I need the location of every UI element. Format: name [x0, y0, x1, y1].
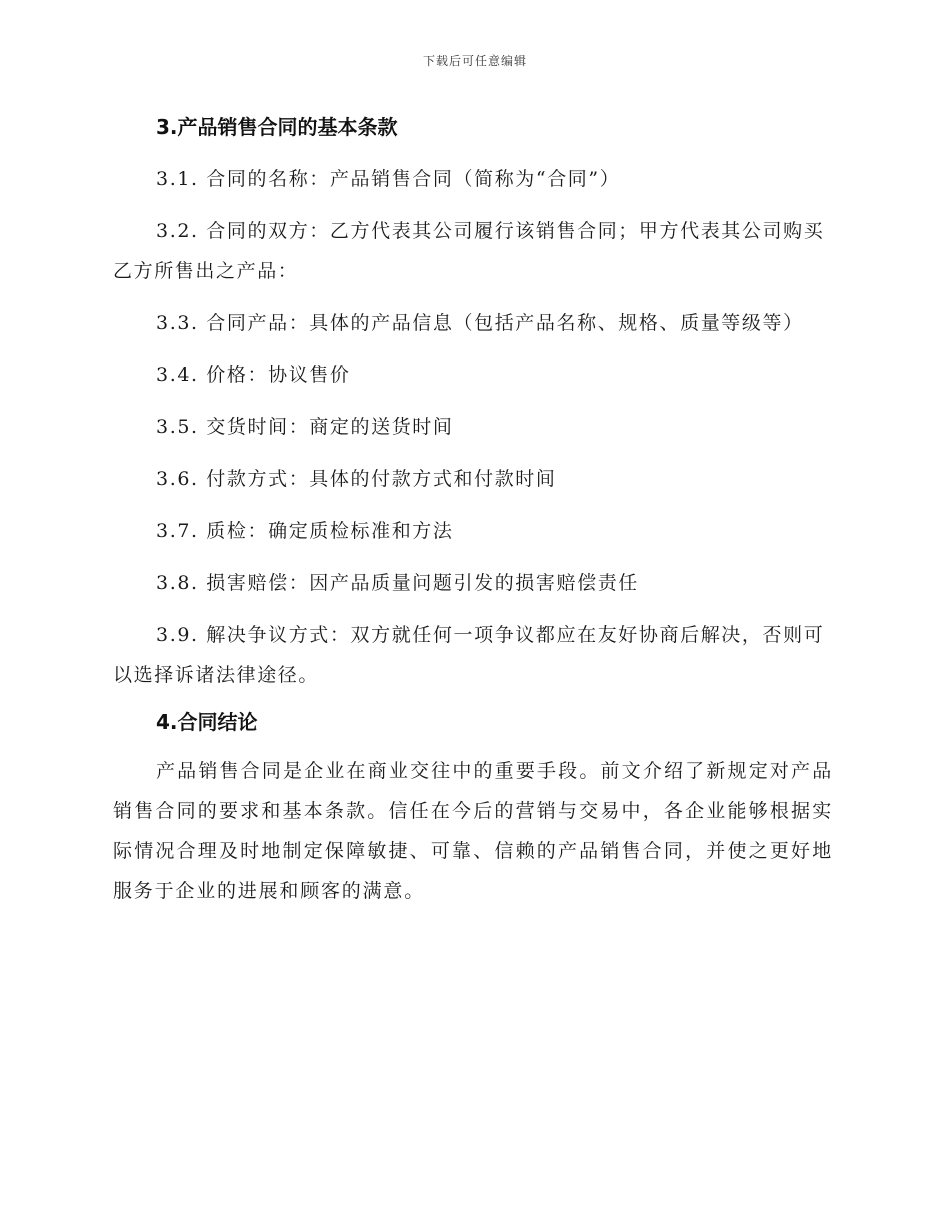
clause-3-3: 3.3. 合同产品：具体的产品信息（包括产品名称、规格、质量等级等） [156, 312, 804, 334]
document-body [113, 110, 833, 911]
clause-3-5: 3.5. 交货时间：商定的送货时间 [156, 416, 454, 438]
clause-3-9: 3.9. 解决争议方式：双方就任何一项争议都应在友好协商后解决，否则可以选择诉诸法律途径。 [113, 624, 825, 686]
page-header-note: 下载后可任意编辑 [422, 54, 527, 68]
clause-3-1: 3.1. 合同的名称：产品销售合同（简称为“合同”） [156, 168, 621, 190]
clause-3-2: 3.2. 合同的双方：乙方代表其公司履行该销售合同；甲方代表其公司购买乙方所售出之产品： [113, 220, 825, 282]
conclusion-paragraph: 产品销售合同是企业在商业交往中的重要手段。前文介绍了新规定对产品销售合同的要求和基本条款。信任在今后的营销与交易中，各企业能够根据实际情况合理及时地制定保障敏捷、可靠、信赖的产品销售合同，并使之更好地服务于企业的进展和顾客的满意。 [113, 760, 833, 902]
section-3-title: 3.产品销售合同的基本条款 [156, 115, 398, 139]
clause-3-8: 3.8. 损害赔偿：因产品质量问题引发的损害赔偿责任 [156, 572, 639, 594]
clause-3-7: 3.7. 质检：确定质检标准和方法 [156, 520, 454, 542]
section-4-title: 4.合同结论 [156, 710, 258, 734]
clause-3-4: 3.4. 价格：协议售价 [156, 364, 351, 386]
clause-3-6: 3.6. 付款方式：具体的付款方式和付款时间 [156, 468, 557, 490]
